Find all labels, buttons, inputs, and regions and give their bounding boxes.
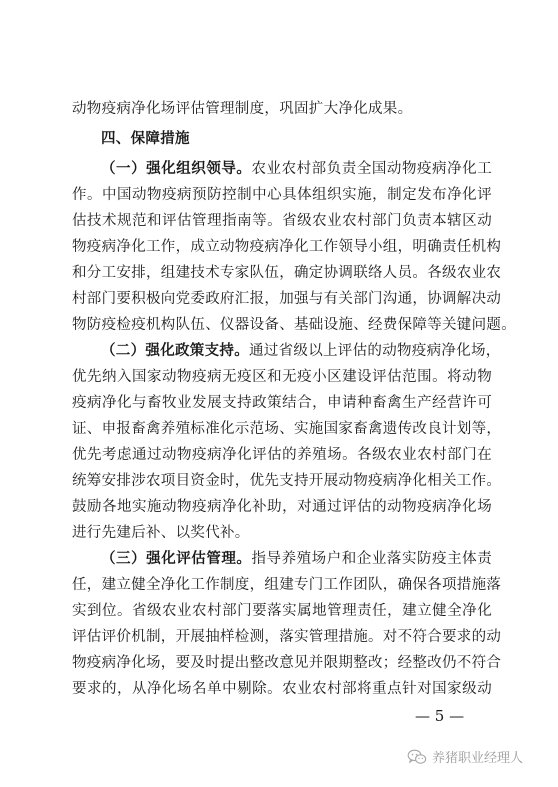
measure-3 [72,546,502,702]
measure-3-line: 任，建立健全净化工作制度，组建专门工作团队，确保各项措施落 [72,577,502,593]
measure-3-line: 要求的，从净化场名单中剔除。农业农村部将重点针对国家级动 [72,681,492,697]
wechat-icon [407,749,427,765]
measure-1-line: 作。中国动物疫病预防控制中心具体组织实施，制定发布净化评 [72,187,492,203]
section-heading: 四、保障措施 [101,131,190,147]
measure-3-first-text: 指导养殖场户和企业落实防疫主体责 [251,551,492,567]
measure-3-line: 评估评价机制，开展抽样检测，落实管理措施。对不符合要求的动 [72,629,502,645]
measure-1-line: 村部门要积极向党委政府汇报，加强与有关部门沟通，协调解决动 [72,291,502,307]
measure-1 [72,156,516,338]
measure-1-title: （一）强化组织领导。 [101,161,252,177]
measure-1-line: 估技术规范和评估管理指南等。省级农业农村部门负责本辖区动 [72,213,492,229]
measure-2-first-text: 通过省级以上评估的动物疫病净化场， [249,343,501,359]
measure-1-line: 物防疫检疫机构队伍、仪器设备、基础设施、经费保障等关键问题。 [72,317,516,333]
measure-2-line: 优先考虑通过动物疫病净化评估的养殖场。各级农业农村部门在 [72,447,492,463]
measure-2-title: （二）强化政策支持。 [101,343,249,359]
measure-1-line: 和分工安排，组建技术专家队伍，确定协调联络人员。各级农业农 [72,265,502,281]
measure-3-line: 物疫病净化场，要及时提出整改意见并限期整改；经整改仍不符合 [72,655,502,671]
paragraph-line: 动物疫病净化场评估管理制度，巩固扩大净化成果。 [72,101,413,117]
measure-2-line: 疫病净化与畜牧业发展支持政策结合，申请种畜禽生产经营许可 [72,395,492,411]
measure-1-first-line [72,156,492,182]
measure-2-line: 证、申报畜禽养殖标准化示范场、实施国家畜禽遗传改良计划等， [72,421,502,437]
measure-1-first-text: 农业农村部负责全国动物疫病净化工 [251,161,492,177]
measure-2 [72,338,502,546]
measure-3-first-line [72,546,492,572]
measure-3-title: （三）强化评估管理。 [101,551,252,567]
watermark [407,747,523,766]
page-number: — 5 — [415,707,465,725]
measure-2-line: 统筹安排涉农项目资金时，优先支持开展动物疫病净化相关工作。 [72,473,502,489]
measure-2-line: 鼓励各地实施动物疫病净化补助，对通过评估的动物疫病净化场 [72,499,492,515]
measure-2-line: 优先纳入国家动物疫病无疫区和无疫小区建设评估范围。将动物 [72,369,492,385]
document-body [72,96,516,702]
measure-1-line: 物疫病净化工作，成立动物疫病净化工作领导小组，明确责任机构 [72,239,502,255]
measure-2-first-line [72,338,501,364]
measure-3-line: 实到位。省级农业农村部门要落实属地管理责任，建立健全净化 [72,603,492,619]
watermark-text: 养猪职业经理人 [432,751,524,766]
measure-2-line: 进行先建后补、以奖代补。 [72,525,250,541]
